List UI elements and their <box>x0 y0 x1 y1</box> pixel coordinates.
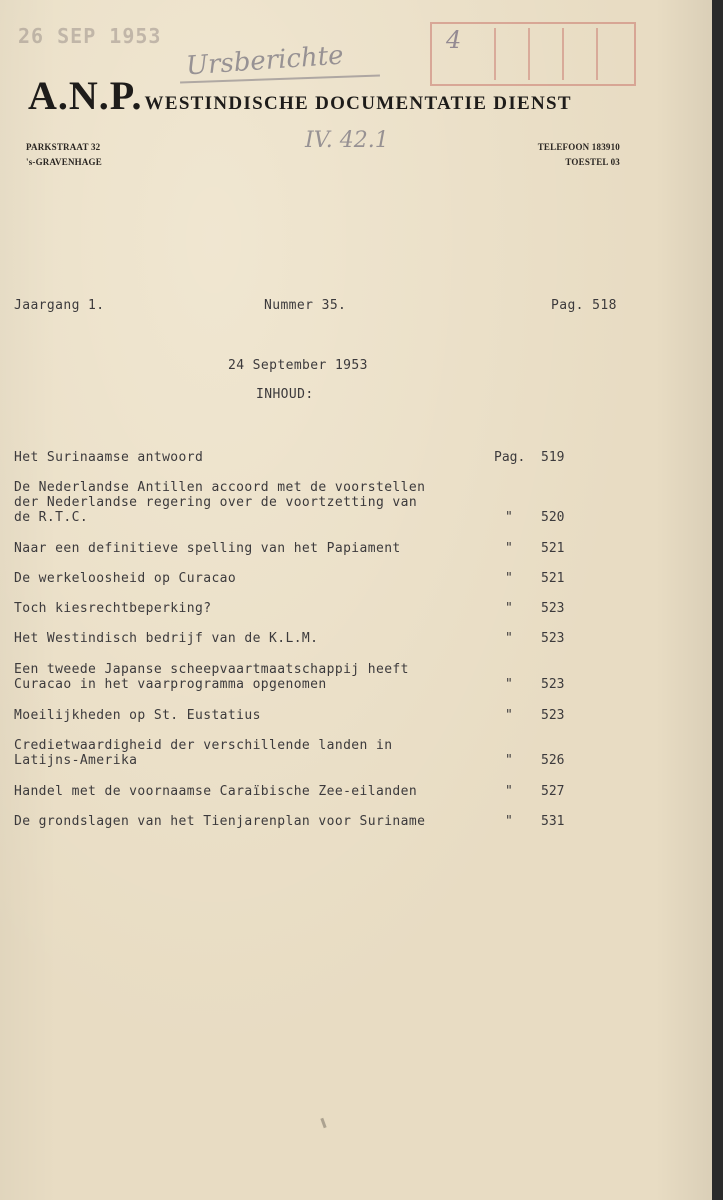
toc-entry-title: Toch kiesrechtbeperking? <box>14 601 212 616</box>
toc-entry-page: 531 <box>541 814 565 829</box>
phone-number: TELEFOON 183910 <box>537 142 620 152</box>
page-number: Pag. 518 <box>551 298 617 313</box>
toc-entry-page: 523 <box>541 708 565 723</box>
toc-entry-title: Credietwaardigheid der verschillende landen in Latijns-Amerika <box>14 738 393 768</box>
toc-entry-title: De Nederlandse Antillen accoord met de voorstellen der Nederlandse regering over de voortzetting van de R.T.C. <box>14 480 426 525</box>
toc-entry-title: Handel met de voornaamse Caraïbische Zee-eilanden <box>14 784 418 799</box>
agency-name: WESTINDISCHE DOCUMENTATIE DIENST <box>144 93 572 114</box>
issue-date: 24 September 1953 <box>228 358 368 373</box>
toc-entry-page: 523 <box>541 601 565 616</box>
toc-entry-page: 523 <box>541 631 565 646</box>
agency-abbreviation: A.N.P. <box>28 73 143 118</box>
toc-entry-page: 521 <box>541 571 565 586</box>
toc-entry-page-prefix: " <box>505 677 513 692</box>
toc-entry-page: 521 <box>541 541 565 556</box>
toc-entry-page-prefix: " <box>505 708 513 723</box>
toc-entry-page: 526 <box>541 753 565 768</box>
toc-entry-page: 520 <box>541 510 565 525</box>
address-city: 's-GRAVENHAGE <box>26 157 102 167</box>
toc-entry-title: De werkeloosheid op Curacao <box>14 571 237 586</box>
toc-entry-title: Het Westindisch bedrijf van de K.L.M. <box>14 631 319 646</box>
toc-entry-page-prefix: " <box>505 631 513 646</box>
handwritten-code: IV. 42.1 <box>305 128 389 153</box>
toc-entry-page-prefix: " <box>505 784 513 799</box>
phone-extension: TOESTEL 03 <box>565 157 620 167</box>
address-street: PARKSTRAAT 32 <box>26 142 101 152</box>
letterhead-logo <box>28 72 572 119</box>
toc-entry-page-prefix: Pag. <box>494 450 526 465</box>
paper-speck <box>320 1118 326 1128</box>
toc-entry-title: De grondslagen van het Tienjarenplan voor Suriname <box>14 814 426 829</box>
handwritten-label: Ursberichte <box>185 40 345 82</box>
stamp-cell-divider <box>596 28 598 80</box>
toc-entry-title: Naar een definitieve spelling van het Papiament <box>14 541 401 556</box>
issue-number: Nummer 35. <box>264 298 347 313</box>
toc-entry-page: 523 <box>541 677 565 692</box>
toc-entry-title: Moeilijkheden op St. Eustatius <box>14 708 261 723</box>
received-date-stamp: 26 SEP 1953 <box>18 24 162 48</box>
toc-entry-page-prefix: " <box>505 601 513 616</box>
toc-entry-title: Het Surinaamse antwoord <box>14 450 204 465</box>
scan-edge <box>712 0 723 1200</box>
toc-entry-page-prefix: " <box>505 510 513 525</box>
box-handwritten-mark: 4 <box>446 26 462 54</box>
toc-entry-page: 527 <box>541 784 565 799</box>
toc-entry-page-prefix: " <box>505 571 513 586</box>
contents-heading: INHOUD: <box>256 387 314 402</box>
toc-entry-page-prefix: " <box>505 814 513 829</box>
volume-label: Jaargang 1. <box>14 298 105 313</box>
toc-entry-page-prefix: " <box>505 541 513 556</box>
toc-entry-page-prefix: " <box>505 753 513 768</box>
toc-entry-page: 519 <box>541 450 565 465</box>
toc-entry-title: Een tweede Japanse scheepvaartmaatschappij heeft Curacao in het vaarprogramma opgenomen <box>14 662 409 692</box>
